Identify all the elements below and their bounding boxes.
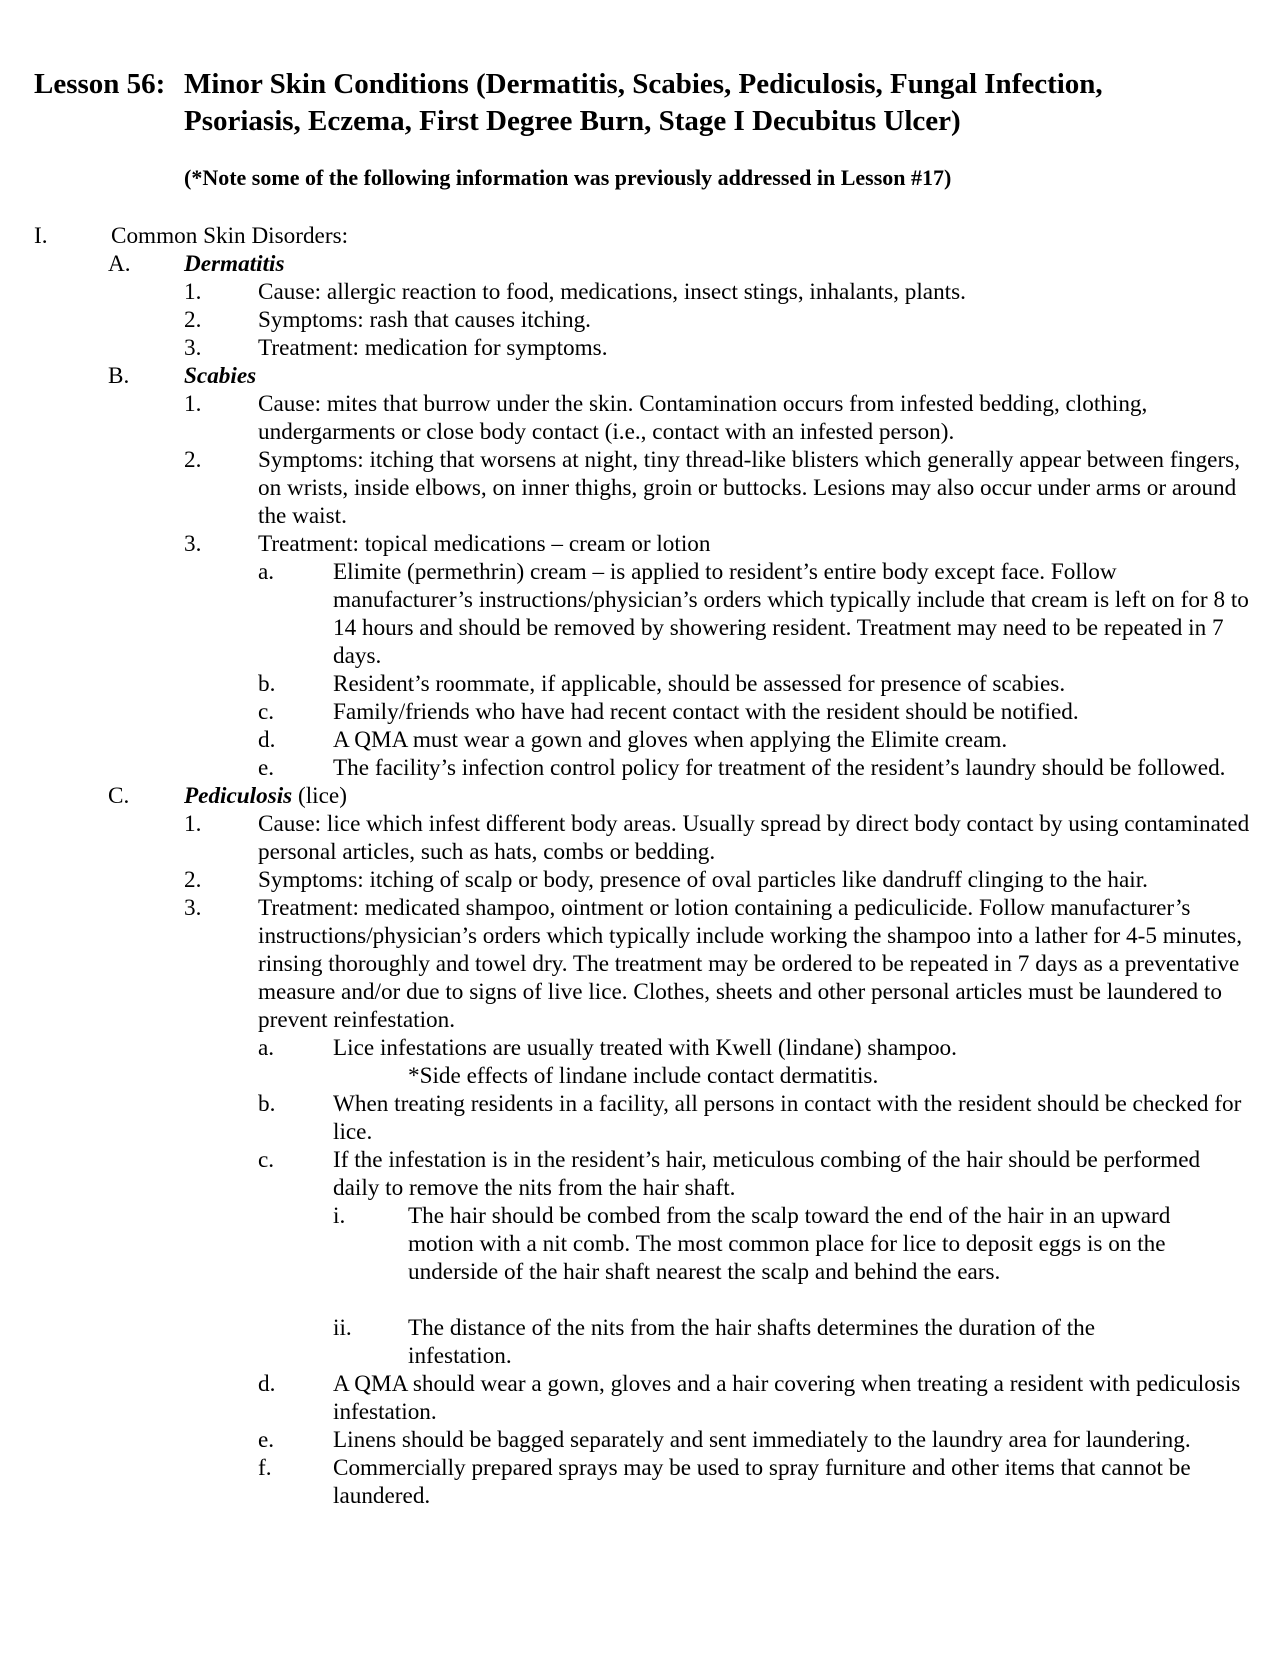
spacer — [0, 1286, 1280, 1314]
sub-list-item — [0, 558, 1280, 670]
item-text: A QMA must wear a gown and gloves when applying the Elimite cream. — [333, 727, 1008, 753]
item-marker: i. — [333, 1203, 346, 1229]
item-marker: 3. — [184, 895, 202, 921]
subsection-dermatitis — [0, 250, 1280, 278]
section-heading-row — [0, 222, 1280, 250]
lesson-title-line-2: Psoriasis, Eczema, First Degree Burn, Stage I Decubitus Ulcer) — [184, 105, 961, 137]
item-marker: d. — [258, 727, 276, 753]
sub-list-item — [0, 1090, 1280, 1146]
item-text: Family/friends who have had recent contact with the resident should be notified. — [333, 699, 1079, 725]
outline-body — [0, 222, 1280, 1510]
sub-list-item — [0, 754, 1280, 782]
side-effects-note-row — [0, 1062, 1280, 1090]
item-marker: b. — [258, 1091, 276, 1117]
item-text: Symptoms: rash that causes itching. — [258, 307, 591, 333]
list-item — [0, 810, 1280, 866]
item-marker: 2. — [184, 447, 202, 473]
lesson-number: Lesson 56: — [34, 68, 166, 100]
item-marker: 3. — [184, 531, 202, 557]
item-marker: ii. — [333, 1315, 352, 1341]
sub-list-item — [0, 1426, 1280, 1454]
sub-list-item — [0, 1146, 1280, 1202]
item-text: When treating residents in a facility, all persons in contact with the resident should be checked for lice. — [333, 1091, 1242, 1145]
item-text: Symptoms: itching that worsens at night, tiny thread-like blisters which generally appear between fingers, on wrists, inside elbows, on inner thighs, groin or buttocks. Lesions may also occur under arms or around the waist. — [258, 447, 1241, 529]
item-text: Elimite (permethrin) cream – is applied to resident’s entire body except face. Follow manufacturer’s instructions/physician’s orders which typically include that cream is left on for 8 to 14 hours and should be removed by showering resident. Treatment may need to be repeated in 7 days. — [333, 559, 1249, 669]
item-marker: 1. — [184, 811, 202, 837]
lesson-note: (*Note some of the following information was previously addressed in Lesson #17) — [184, 165, 952, 190]
list-item — [0, 530, 1280, 558]
item-marker: d. — [258, 1371, 276, 1397]
subsection-title: Pediculosis — [184, 783, 293, 809]
subsection-marker: B. — [108, 363, 130, 389]
list-item — [0, 306, 1280, 334]
item-text: Cause: lice which infest different body areas. Usually spread by direct body contact by using contaminated personal articles, such as hats, combs or bedding. — [258, 811, 1250, 865]
subsection-title-suffix: (lice) — [292, 783, 347, 809]
section-marker: I. — [34, 223, 48, 249]
item-marker: c. — [258, 1147, 275, 1173]
item-text: A QMA should wear a gown, gloves and a hair covering when treating a resident with pediculosis infestation. — [333, 1371, 1241, 1425]
item-text: Lice infestations are usually treated with Kwell (lindane) shampoo. — [333, 1035, 957, 1061]
sub-list-item — [0, 670, 1280, 698]
item-marker: 1. — [184, 391, 202, 417]
item-marker: b. — [258, 671, 276, 697]
list-item — [0, 446, 1280, 530]
item-marker: 1. — [184, 279, 202, 305]
sub-list-item — [0, 1454, 1280, 1510]
roman-list-item — [0, 1314, 1280, 1370]
lesson-title-line-1: Minor Skin Conditions (Dermatitis, Scabies, Pediculosis, Fungal Infection, — [184, 68, 1103, 100]
subsection-scabies — [0, 362, 1280, 390]
item-text: Cause: mites that burrow under the skin. Contamination occurs from infested bedding, clothing, undergarments or close body contact (i.e., contact with an infested person). — [258, 391, 1148, 445]
item-text: Treatment: medicated shampoo, ointment or lotion containing a pediculicide. Follow manufacturer’s instructions/physician’s orders which typically include working the shampoo into a lather for 4-5 minutes, rinsing thoroughly and towel dry. The treatment may be ordered to be repeated in 7 days as a preventative measure and/or due to signs of live lice. Clothes, sheets and other personal articles must be laundered to prevent reinfestation. — [258, 895, 1242, 1033]
item-text: If the infestation is in the resident’s hair, meticulous combing of the hair should be performed daily to remove the nits from the hair shaft. — [333, 1147, 1201, 1201]
item-marker: f. — [258, 1455, 272, 1481]
item-marker: 3. — [184, 335, 202, 361]
subsection-title: Dermatitis — [184, 251, 285, 277]
item-marker: 2. — [184, 307, 202, 333]
list-item — [0, 334, 1280, 362]
list-item — [0, 866, 1280, 894]
list-item — [0, 278, 1280, 306]
item-text: The hair should be combed from the scalp toward the end of the hair in an upward motion with a nit comb. The most common place for lice to deposit eggs is on the underside of the hair shaft nearest the scalp and behind the ears. — [408, 1203, 1171, 1285]
item-text: The facility’s infection control policy for treatment of the resident’s laundry should be followed. — [333, 755, 1226, 781]
subsection-pediculosis — [0, 782, 1280, 810]
item-text: Commercially prepared sprays may be used to spray furniture and other items that cannot be laundered. — [333, 1455, 1191, 1509]
item-marker: a. — [258, 1035, 275, 1061]
subsection-marker: C. — [108, 783, 130, 809]
item-text: Treatment: medication for symptoms. — [258, 335, 608, 361]
item-marker: a. — [258, 559, 275, 585]
subsection-marker: A. — [108, 251, 131, 277]
item-marker: e. — [258, 1427, 275, 1453]
section-heading: Common Skin Disorders: — [111, 223, 349, 249]
item-text: Resident’s roommate, if applicable, should be assessed for presence of scabies. — [333, 671, 1066, 697]
item-text: Treatment: topical medications – cream or lotion — [258, 531, 711, 557]
sub-list-item — [0, 698, 1280, 726]
list-item — [0, 894, 1280, 1034]
subsection-title: Scabies — [184, 363, 257, 389]
roman-list-item — [0, 1202, 1280, 1286]
item-marker: e. — [258, 755, 275, 781]
item-text: Symptoms: itching of scalp or body, presence of oval particles like dandruff clinging to the hair. — [258, 867, 1148, 893]
item-text: The distance of the nits from the hair shafts determines the duration of the infestation. — [408, 1315, 1096, 1369]
item-marker: c. — [258, 699, 275, 725]
side-effects-note: *Side effects of lindane include contact dermatitis. — [408, 1063, 879, 1089]
item-text: Linens should be bagged separately and sent immediately to the laundry area for laundering. — [333, 1427, 1191, 1453]
list-item — [0, 390, 1280, 446]
item-text: Cause: allergic reaction to food, medications, insect stings, inhalants, plants. — [258, 279, 966, 305]
item-marker: 2. — [184, 867, 202, 893]
sub-list-item — [0, 726, 1280, 754]
sub-list-item — [0, 1370, 1280, 1426]
sub-list-item — [0, 1034, 1280, 1062]
